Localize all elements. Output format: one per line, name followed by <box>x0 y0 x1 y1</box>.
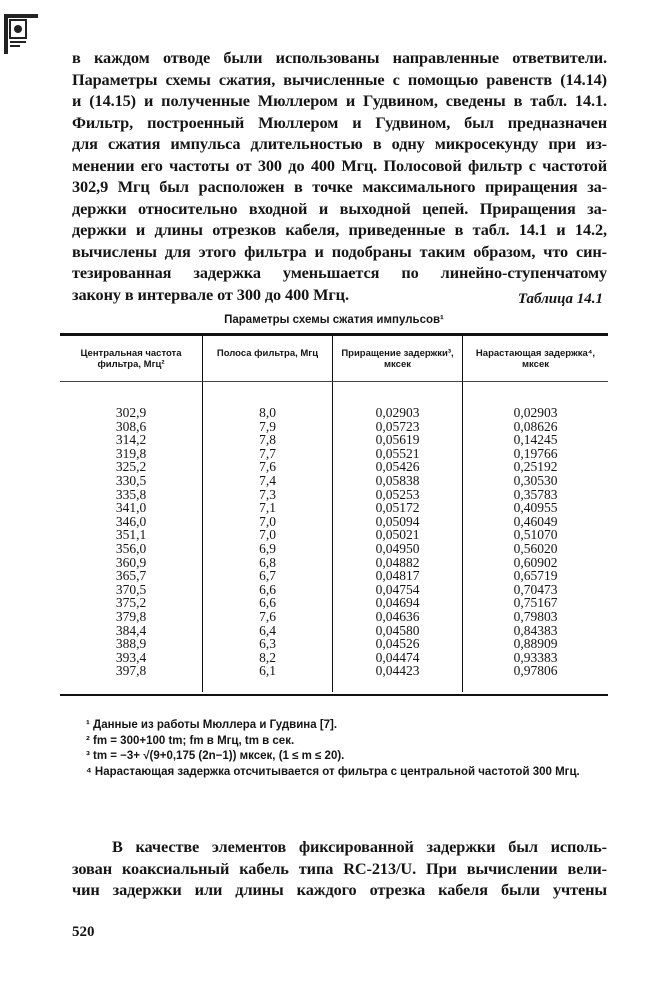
footnote-3: ³ tm = −3+ √(9+0,175 (2n−1)) мксек, (1 ≤ m ≤ 20). <box>86 750 345 762</box>
text-line: в каждом отводе были использованы направленные ответвители. <box>72 48 607 67</box>
text-line: менении его частоты от 300 до 400 Мгц. Полосовой фильтр с частотой <box>72 155 607 175</box>
text-line: Параметры схемы сжатия, вычисленные с помощью равенств (14.14) <box>72 69 607 89</box>
table-cell: 397,8 <box>115 663 147 679</box>
footnote-1: ¹ Данные из работы Мюллера и Гудвина [7]. <box>86 719 338 731</box>
table-cell: 319,8 <box>115 445 147 461</box>
table-cell: 7,0 <box>259 527 276 543</box>
table-cell: 0,79803 <box>513 608 558 624</box>
table-cell: 0,19766 <box>513 445 558 461</box>
header-delay-increment: Приращение задержки³, мксек <box>333 336 463 381</box>
table-cell: 393,4 <box>115 649 147 665</box>
text-line: зован коаксиальный кабель типа RC-213/U. При вычислении вели- <box>72 858 607 878</box>
table-cell: 346,0 <box>115 513 147 529</box>
table-cell: 0,05723 <box>375 418 420 434</box>
table-cell: 8,0 <box>259 405 276 420</box>
table-cell: 356,0 <box>115 540 147 556</box>
table-cell: 0,93383 <box>513 649 558 665</box>
table-cell: 7,9 <box>259 418 276 434</box>
corner-ornament-icon <box>4 14 38 54</box>
column-bandwidth <box>203 382 333 692</box>
table-label: Таблица 14.1 <box>517 291 603 307</box>
text-line: держки и длины отрезков кабеля, приведенные в табл. 14.1 и 14.2, <box>72 220 607 239</box>
table-cell: 302,9 <box>115 405 147 420</box>
table-cell: 0,05838 <box>375 472 420 488</box>
table-header-row <box>60 336 608 382</box>
text-line: вычислены для этого фильтра и подобраны таким образом, что син- <box>72 241 607 261</box>
table-cell: 330,5 <box>115 472 147 488</box>
table-cell: 6,7 <box>259 568 276 584</box>
table-cell: 6,3 <box>259 636 276 652</box>
table-cell: 0,56020 <box>513 540 558 556</box>
page-number: 520 <box>72 924 95 940</box>
table-cell: 0,60902 <box>513 554 558 570</box>
table-cell: 314,2 <box>115 432 147 448</box>
table-cell: 6,6 <box>259 595 276 611</box>
text-line: чин задержки или длины каждого отрезка кабеля были учтены <box>72 880 607 899</box>
table-cell: 6,6 <box>259 581 276 597</box>
column-delay-increment <box>333 382 463 692</box>
table-cell: 0,51070 <box>513 527 558 543</box>
table-cell: 0,04950 <box>375 540 420 556</box>
table-cell: 7,0 <box>259 513 276 529</box>
table-cell: 325,2 <box>115 459 147 475</box>
table-cell: 0,97806 <box>513 663 558 679</box>
table-cell: 0,04817 <box>375 568 420 584</box>
text-line: В качестве элементов фиксированной задержки был исполь- <box>112 837 607 856</box>
table-cell: 0,08626 <box>513 418 558 434</box>
table-cell: 8,2 <box>259 649 276 665</box>
table-cell: 0,04882 <box>375 554 420 570</box>
table-cell: 0,14245 <box>513 432 558 448</box>
table-cell: 0,46049 <box>513 513 558 529</box>
table-cell: 7,4 <box>259 472 276 488</box>
table-cell: 0,25192 <box>513 459 558 475</box>
table-cell: 0,65719 <box>513 568 558 584</box>
table-cell: 0,35783 <box>513 486 558 502</box>
table-cell: 0,04474 <box>375 649 420 665</box>
table-cell: 0,04580 <box>375 622 420 638</box>
header-center-frequency: Центральная частота фильтра, Мгц² <box>60 336 203 381</box>
body-paragraph-1 <box>72 47 607 305</box>
table-cell: 0,05521 <box>375 445 420 461</box>
data-table <box>60 333 608 696</box>
table-cell: 7,6 <box>259 459 276 475</box>
table-cell: 360,9 <box>115 554 147 570</box>
table-cell: 0,05253 <box>375 486 420 502</box>
table-cell: 0,70473 <box>513 581 558 597</box>
table-cell: 7,6 <box>259 608 276 624</box>
table-cell: 0,05172 <box>375 500 420 516</box>
table-cell: 0,40955 <box>513 500 558 516</box>
column-cumulative-delay <box>463 382 608 692</box>
table-cell: 7,3 <box>259 486 276 502</box>
table-cell: 7,1 <box>259 500 276 516</box>
table-body <box>60 382 608 692</box>
table-cell: 7,7 <box>259 445 276 461</box>
table-cell: 351,1 <box>115 527 147 543</box>
table-cell: 0,02903 <box>513 405 558 420</box>
table-cell: 7,8 <box>259 432 276 448</box>
table-cell: 379,8 <box>115 608 147 624</box>
table-caption: Параметры схемы сжатия импульсов¹ <box>224 314 444 326</box>
table-cell: 0,75167 <box>513 595 558 611</box>
table-cell: 0,04526 <box>375 636 420 652</box>
table-cell: 0,05021 <box>375 527 420 543</box>
table-cell: 0,04636 <box>375 608 420 624</box>
table-cell: 0,05426 <box>375 459 420 475</box>
table-cell: 341,0 <box>115 500 147 516</box>
text-line: закону в интервале от 300 до 400 Мгц. <box>72 284 349 304</box>
footnote-4: ⁴ Нарастающая задержка отсчитывается от фильтра с центральной частотой 300 Мгц. <box>86 765 580 778</box>
text-line: для сжатия импульса длительностью в одну микросекунду при из- <box>72 134 607 153</box>
text-line: Фильтр, построенный Мюллером и Гудвином, был предназначен <box>72 112 607 132</box>
table-cell: 0,02903 <box>375 405 420 420</box>
footnotes <box>72 718 607 780</box>
table-cell: 335,8 <box>115 486 147 502</box>
table-cell: 6,8 <box>259 554 276 570</box>
text-line: 302,9 Мгц был расположен в точке максимального приращения за- <box>72 177 607 196</box>
table-cell: 6,9 <box>259 540 276 556</box>
body-paragraph-2 <box>72 836 607 901</box>
table-cell: 308,6 <box>115 418 147 434</box>
table-cell: 375,2 <box>115 595 147 611</box>
column-center-frequency <box>60 382 203 692</box>
header-bandwidth: Полоса фильтра, Мгц <box>203 336 333 381</box>
table-cell: 0,05619 <box>375 432 420 448</box>
header-cumulative-delay: Нарастающая задержка⁴, мксек <box>475 348 596 370</box>
table-cell: 0,04754 <box>375 581 420 597</box>
table-cell: 0,04423 <box>375 663 420 679</box>
table-cell: 0,05094 <box>375 513 420 529</box>
table-cell: 0,04694 <box>375 595 420 611</box>
footnote-2: ² fm = 300+100 tm; fm в Мгц, tm в сек. <box>86 734 295 747</box>
text-line: и (14.15) и полученные Мюллером и Гудвином, сведены в табл. 14.1. <box>72 91 607 110</box>
table-cell: 384,4 <box>115 622 147 638</box>
table-cell: 6,1 <box>259 663 276 679</box>
table-cell: 0,84383 <box>513 622 558 638</box>
text-line: тезированная задержка уменьшается по линейно-ступенчатому <box>72 263 607 282</box>
table-cell: 6,4 <box>259 622 276 638</box>
table-cell: 370,5 <box>115 581 147 597</box>
table-cell: 388,9 <box>115 636 147 652</box>
table-cell: 0,30530 <box>513 472 558 488</box>
table-cell: 0,88909 <box>513 636 558 652</box>
text-line: держки относительно входной и выходной цепей. Приращения за- <box>72 198 607 218</box>
table-cell: 365,7 <box>115 568 147 584</box>
